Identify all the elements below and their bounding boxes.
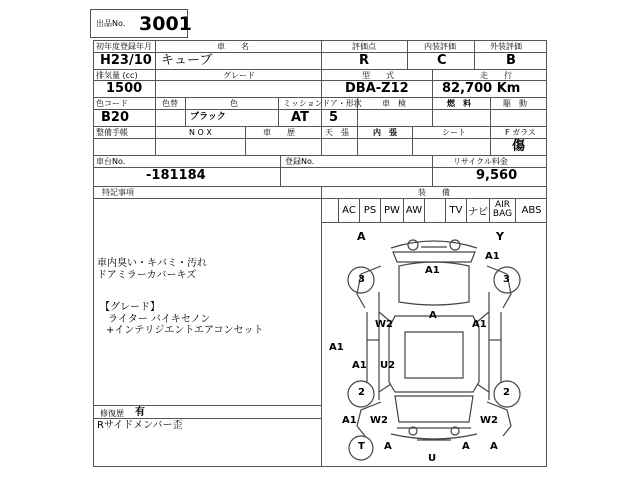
exterior-value: B <box>506 53 516 68</box>
interior-value: C <box>437 53 447 68</box>
damage-mark: W2 <box>375 319 393 330</box>
equipment-item: TV <box>445 198 466 222</box>
repair-label: 修復歴 <box>100 409 124 418</box>
note-line: ドアミラーカバーキズ <box>97 270 197 281</box>
transmission-value: AT <box>291 110 309 125</box>
equipment-item: AW <box>403 198 424 222</box>
equipment-item: PS <box>359 198 380 222</box>
note-line: 【グレード】 <box>100 302 160 313</box>
equipment-item: ABS <box>515 198 547 222</box>
damage-mark: A1 <box>472 319 487 330</box>
color-value: ブラック <box>190 112 226 122</box>
lot-number: 3001 <box>139 13 192 35</box>
damage-mark: U2 <box>380 360 396 371</box>
damage-mark: A <box>462 441 470 452</box>
grade-label: グレード <box>223 71 255 80</box>
car-name-label: 車 名 <box>217 42 249 51</box>
damage-mark: A1 <box>352 360 367 371</box>
damage-mark: A <box>357 230 366 243</box>
drive-label: 駆 動 <box>503 99 527 108</box>
note-line: +インテリジエントエアコンセット <box>106 325 264 336</box>
seat-label: シート <box>442 128 466 137</box>
car-name-value: キューブ <box>161 53 213 68</box>
color-code-label: 色コード <box>96 99 128 108</box>
damage-mark: A1 <box>485 251 500 262</box>
lot-number-box <box>90 9 192 38</box>
notes-label: 特記事項 <box>102 188 134 197</box>
recycle-label: リサイクル料金 <box>453 157 508 166</box>
damage-mark: 2 <box>503 387 510 398</box>
damage-mark: W2 <box>370 415 388 426</box>
damage-mark: 3 <box>503 274 510 285</box>
mileage-value: 82,700 Km <box>442 81 521 96</box>
note-line: 車内臭い・キバミ・汚れ <box>97 258 207 269</box>
damage-mark: A <box>384 441 392 452</box>
recycle-value: 9,560 <box>476 168 518 183</box>
damage-mark: A1 <box>425 265 440 276</box>
color-label: 色 <box>230 99 238 108</box>
car-damage-diagram <box>321 222 547 467</box>
doors-label: ドア・形状 <box>322 99 362 108</box>
reg-date-value: H23/10 <box>100 53 152 68</box>
equipment-item: ナビ <box>466 198 489 222</box>
interior-label: 内装評価 <box>424 42 456 51</box>
equipment-item: AIR BAG <box>489 198 515 222</box>
damage-mark: 3 <box>358 274 365 285</box>
lot-number-label: 出品No. <box>96 19 126 28</box>
mileage-label: 走 行 <box>480 71 512 80</box>
displacement-value: 1500 <box>106 81 143 96</box>
equipment-item <box>424 198 445 222</box>
color-code-value: B20 <box>101 110 129 125</box>
damage-mark: A1 <box>329 342 344 353</box>
doors-value: 5 <box>329 110 339 125</box>
equipment-row <box>321 198 547 222</box>
equipment-label: 装 備 <box>418 188 450 197</box>
shade-label: 色替 <box>162 99 178 108</box>
transmission-label: ミッション <box>283 99 323 108</box>
history-label: 車 歴 <box>263 128 295 137</box>
upholstery-label: 内 張 <box>373 128 397 137</box>
chassis-label: 車台No. <box>96 157 126 166</box>
manual-label: 整備手帳 <box>96 128 128 137</box>
damage-mark: W2 <box>480 415 498 426</box>
damage-mark: A1 <box>342 415 357 426</box>
damage-mark: 2 <box>358 387 365 398</box>
repair-value: 有 <box>135 407 145 418</box>
sunroof-label: 天 張 <box>325 128 349 137</box>
damage-mark: T <box>358 441 365 452</box>
model-value: DBA-Z12 <box>345 81 409 96</box>
equipment-item: AC <box>338 198 359 222</box>
note-line: ライター バイキセノン <box>108 314 211 325</box>
displacement-label: 排気量 (cc) <box>96 71 138 80</box>
score-value: R <box>359 53 370 68</box>
fuel-label: 燃 料 <box>447 99 471 108</box>
repair-detail: Rサイドメンバー歪 <box>97 420 183 431</box>
reg-no-label: 登録No. <box>285 157 315 166</box>
exterior-label: 外装評価 <box>490 42 522 51</box>
damage-mark: A <box>490 441 498 452</box>
damage-mark: U <box>428 453 437 464</box>
equipment-item: PW <box>380 198 403 222</box>
reg-date-label: 初年度登録年月 <box>96 42 152 51</box>
glass-label: F ガラス <box>505 128 536 137</box>
damage-mark: Y <box>496 230 504 243</box>
nox-label: N O X <box>189 128 212 137</box>
inspection-label: 車 検 <box>382 99 406 108</box>
model-label: 型 式 <box>362 71 394 80</box>
damage-mark: A <box>429 310 437 321</box>
glass-value: 傷 <box>512 139 526 154</box>
score-label: 評価点 <box>352 42 376 51</box>
chassis-value: -181184 <box>146 168 206 183</box>
